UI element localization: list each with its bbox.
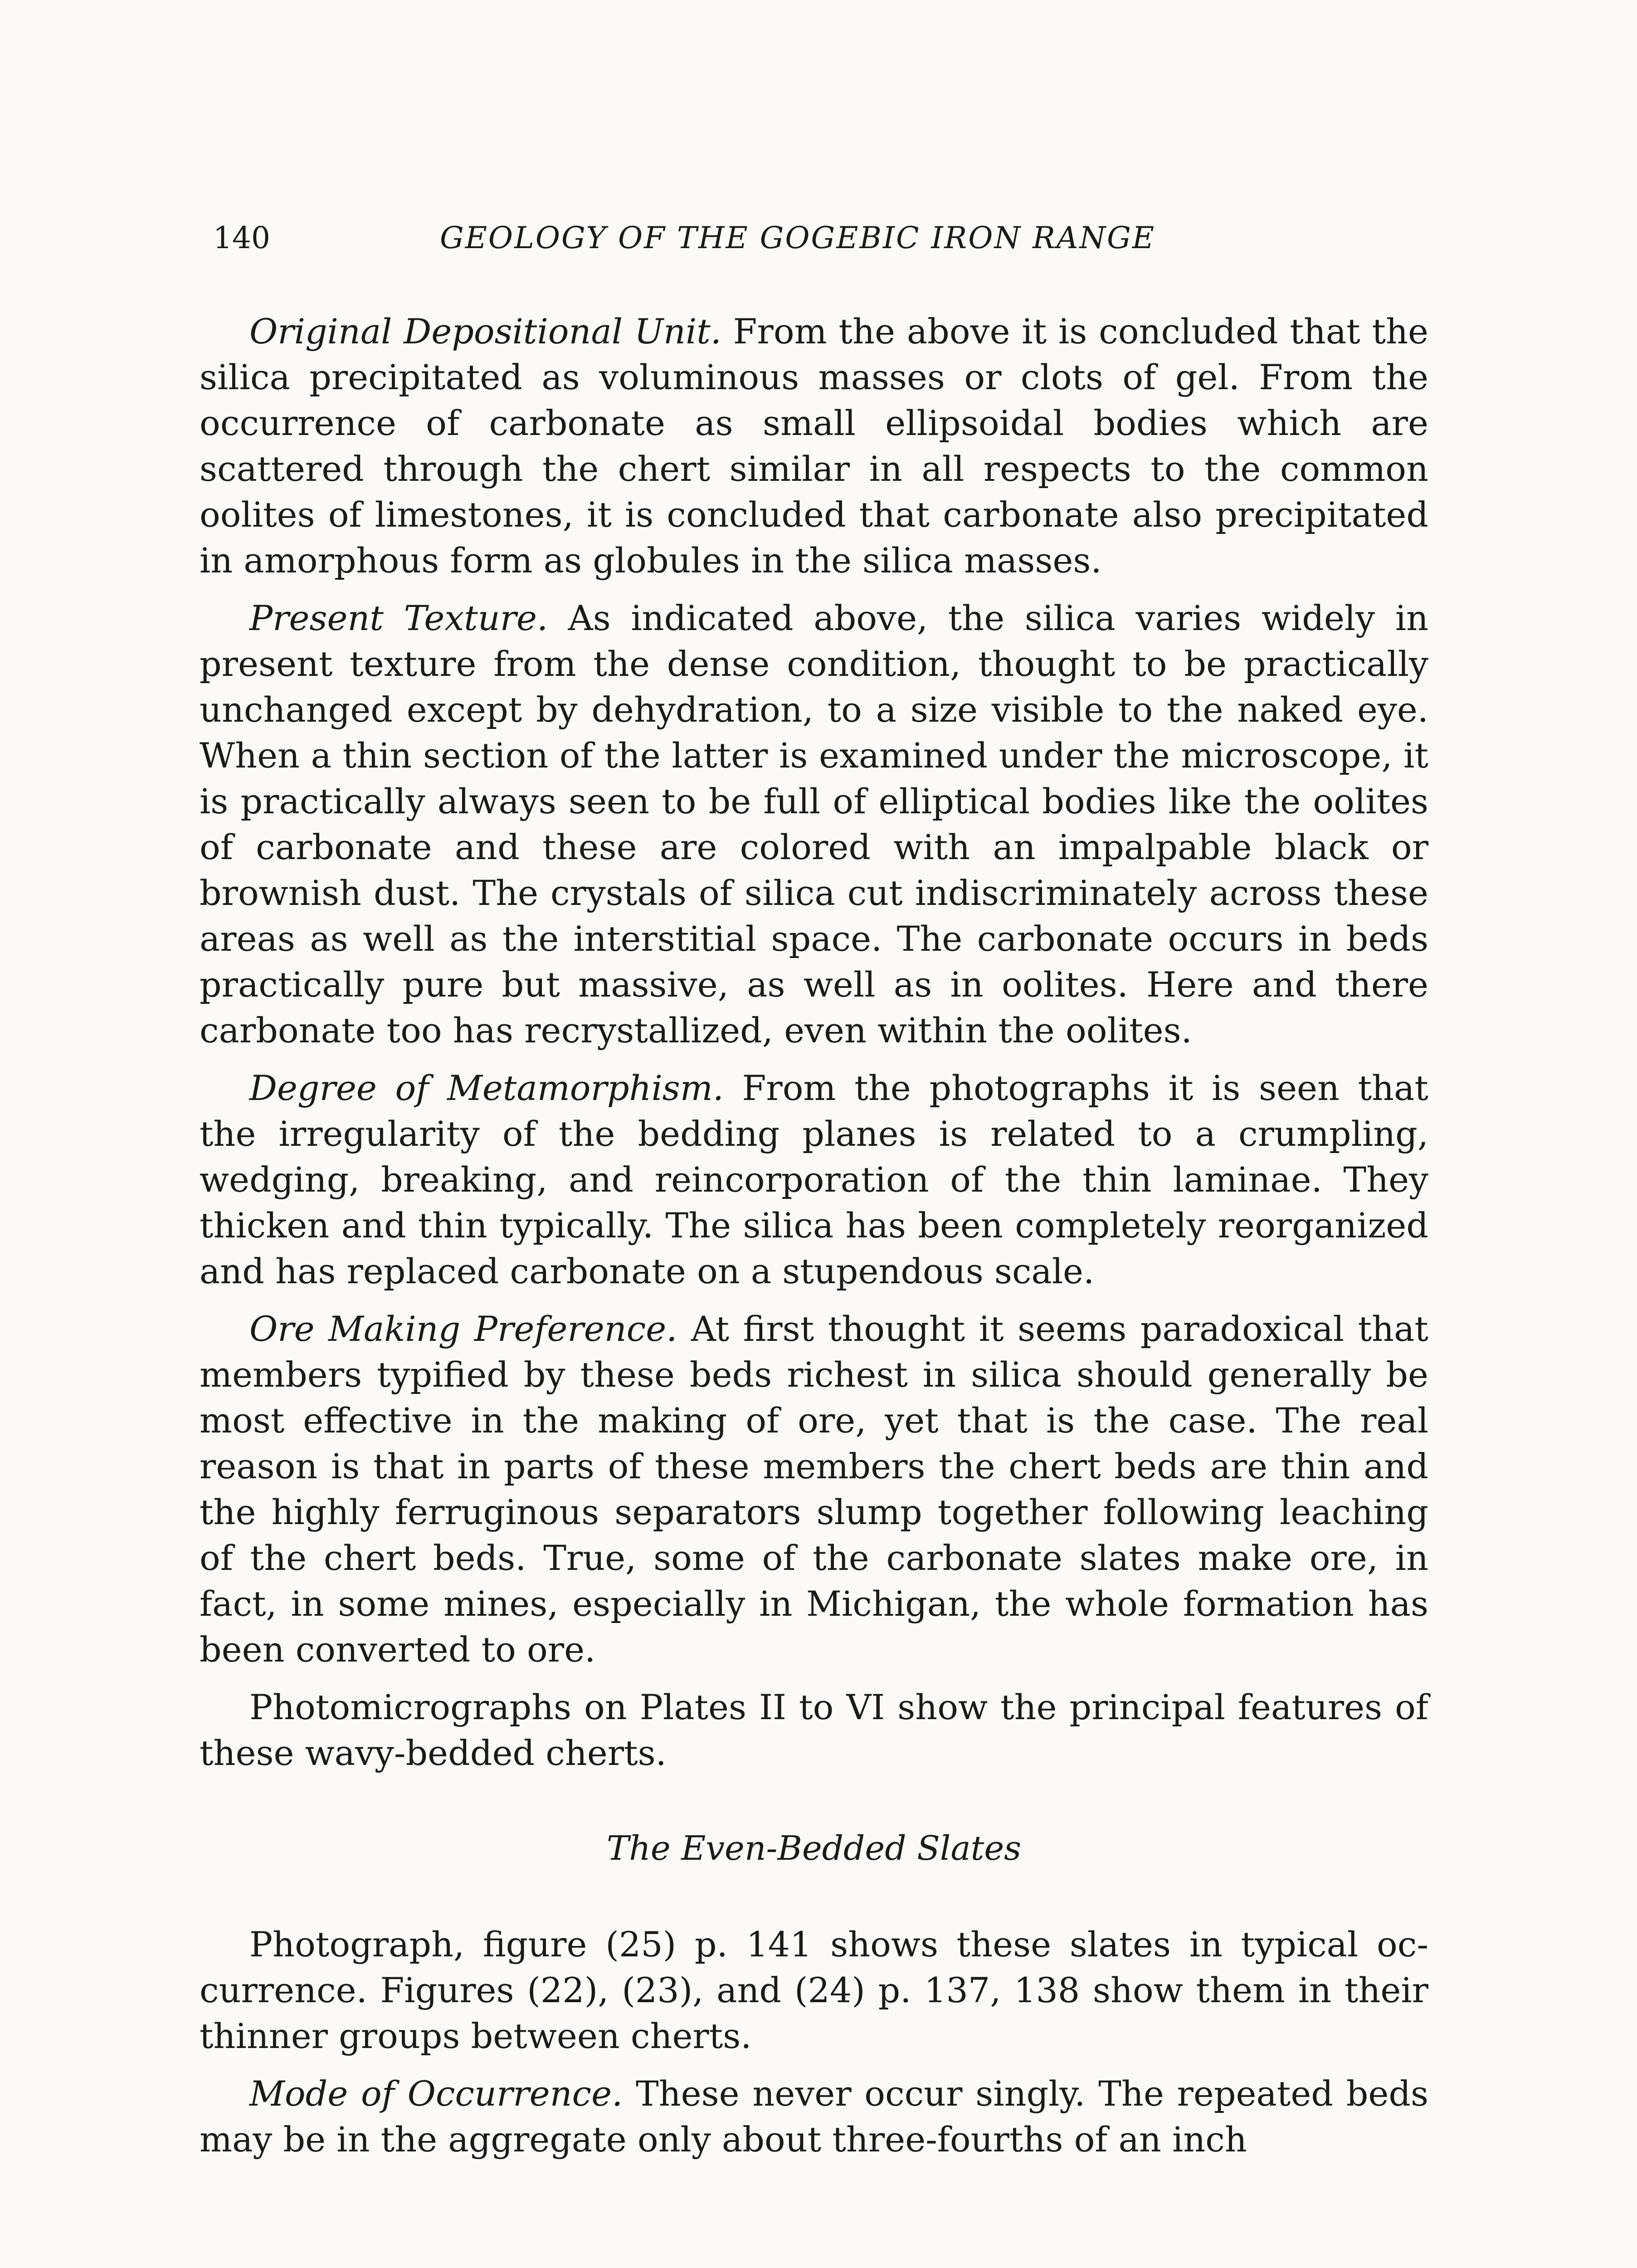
paragraph-lead: Original Depositional Unit. [249, 311, 721, 352]
paragraph-ore-making-preference [200, 1306, 1428, 1672]
paragraph-original-depositional-unit [200, 308, 1428, 583]
paragraph-lead: Degree of Metamorphism. [249, 1068, 724, 1108]
paragraph-text: These never occur singly. The repeated beds may be in the aggregate only about three-fourths of an inch [200, 2073, 1428, 2160]
paragraph-present-texture [200, 595, 1428, 1053]
paragraph-degree-of-metamorphism [200, 1065, 1428, 1294]
paragraph-lead: Mode of Occurrence. [249, 2073, 623, 2114]
paragraph-text: From the above it is concluded that the silica precipitated as voluminous masses or clots of gel. From the occurrence of carbonate as small ellipsoidal bodies which are scattered through the chert similar in all respects to the common oolites of limestones, it is concluded that carbonate also precipitated in amorphous form as globules in the silica masses. [200, 311, 1428, 581]
paragraph-text: Photograph, figure (25) p. 141 shows these slates in typical occurrence. Figures (22), (23), and (24) p. 137, 138 show them in their thinner groups between cherts. [200, 1924, 1428, 2056]
paragraph-text: From the photographs it is seen that the irregularity of the bedding planes is related to a crumpling, wedging, breaking, and reincorporation of the thin laminae. They thicken and thin typically. The silica has been completely reorganized and has replaced carbonate on a stupendous scale. [200, 1068, 1428, 1291]
running-title: GEOLOGY OF THE GOGEBIC IRON RANGE [440, 220, 1156, 255]
paragraph-lead: Ore Making Preference. [249, 1309, 677, 1349]
paragraph-text: Photomicrographs on Plates II to VI show the principal features of these wavy-bedded cherts. [200, 1687, 1428, 1773]
paragraph-lead: Present Texture. [249, 598, 548, 638]
body-text [200, 308, 1428, 2174]
paragraph-text: As indicated above, the silica varies widely in present texture from the dense condition, thought to be practically unchanged except by dehydration, to a size visible to the naked eye. When a thin section of the latter is examined under the microscope, it is practically always seen to be full of elliptical bodies like the oolites of carbonate and these are colored with an impalpable black or brownish dust. The crystals of silica cut indiscriminately across these areas as well as the interstitial space. The carbonate occurs in beds practically pure but massive, as well as in oolites. Here and there carbonate too has recrystallized, even within the oolites. [200, 598, 1428, 1051]
paragraph-photograph-figure [200, 1921, 1428, 2059]
paragraph-photomicrographs [200, 1684, 1428, 1776]
running-head [213, 213, 1419, 263]
section-heading: The Even-Bedded Slates [606, 1829, 1022, 1868]
page-number: 140 [213, 220, 270, 255]
paragraph-text: At first thought it seems paradoxical that members typified by these beds richest in silica should generally be most effective in the making of ore, yet that is the case. The real reason is that in parts of these members the chert beds are thin and the highly ferruginous separators slump together following leaching of the chert beds. True, some of the carbonate slates make ore, in fact, in some mines, especially in Michigan, the whole formation has been converted to ore. [200, 1309, 1428, 1670]
paragraph-mode-of-occurrence [200, 2071, 1428, 2162]
